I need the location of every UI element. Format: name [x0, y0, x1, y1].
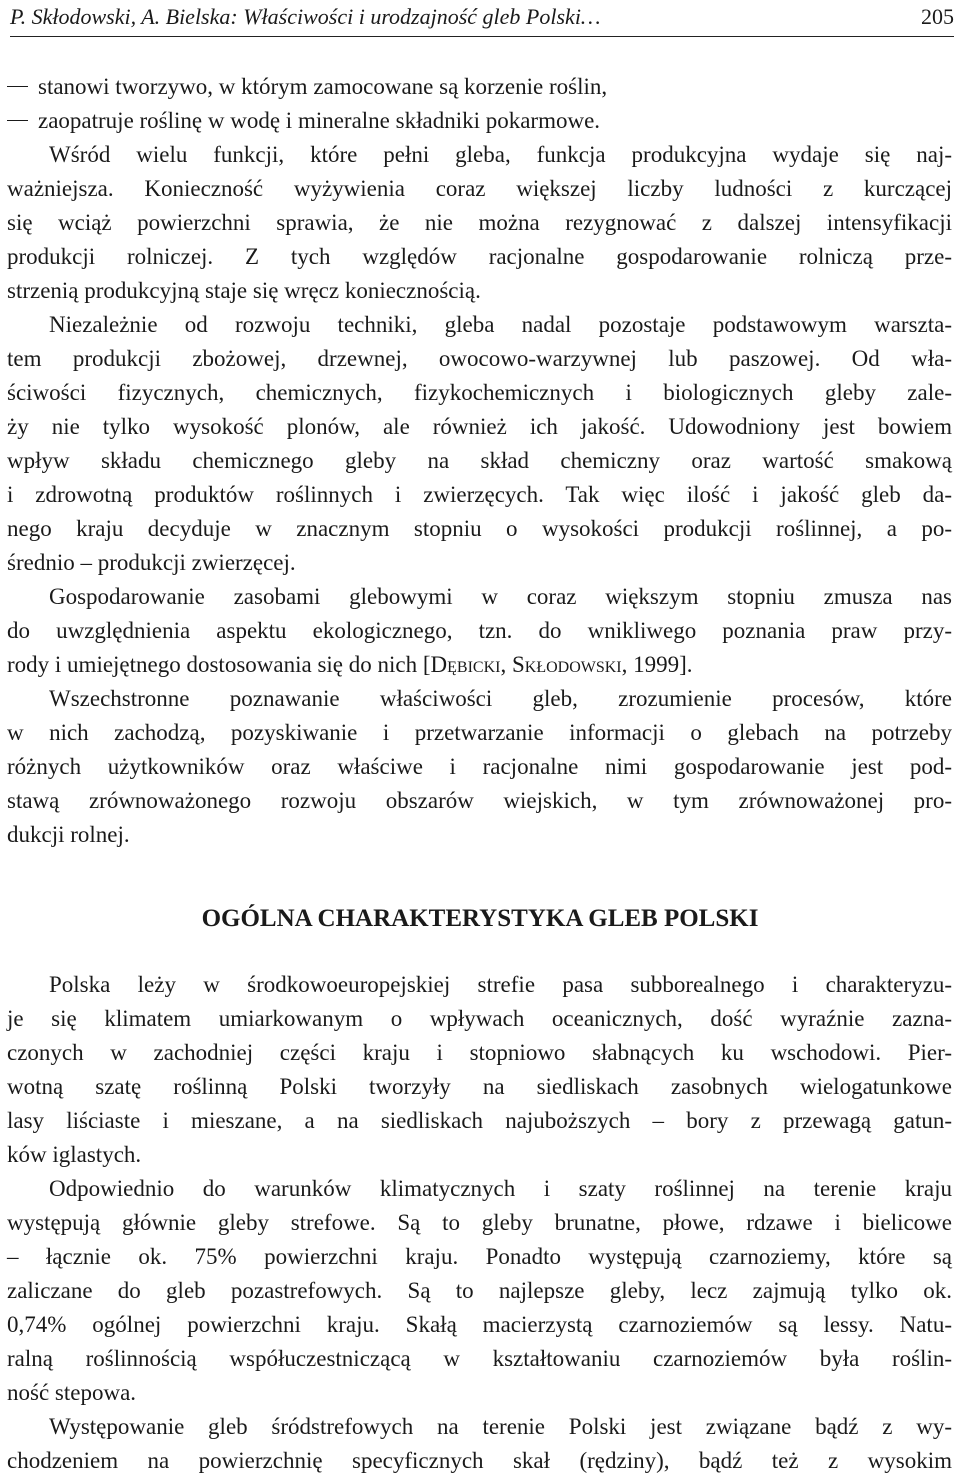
dash-icon [7, 86, 28, 88]
paragraph-line: zaliczane do gleb pozastrefowych. Są to najlepsze gleby, lecz zajmują tylko ok. [7, 1278, 952, 1303]
header-title: P. Skłodowski, A. Bielska: Właściwości i urodzajność gleb Polski… [10, 4, 601, 29]
body-text-section [7, 968, 952, 1478]
paragraph-line: i zdrowotną produktów roślinnych i zwierzęcych. Tak więc ilość i jakość gleb da- [7, 482, 952, 507]
paragraph-line: ży nie tylko wysokość plonów, ale również ich jakość. Udowodniony jest bowiem [7, 414, 952, 439]
paragraph-line: stawą zrównoważonego rozwoju obszarów wiejskich, w tym zrównoważonej pro- [7, 788, 952, 813]
bullet-item: zaopatruje roślinę w wodę i mineralne składniki pokarmowe. [7, 104, 952, 138]
citation-author: Skłodowski [511, 652, 622, 677]
page-number: 205 [921, 4, 954, 29]
paragraph-line: występują głównie gleby strefowe. Są to gleby brunatne, płowe, rdzawe i bielicowe [7, 1210, 952, 1235]
paragraph-line: chodzeniem na powierzchnię specyficznych skał (rędziny), bądź też z wysokim [7, 1448, 952, 1473]
paragraph-line: tem produkcji zbożowej, drzewnej, owocowo-warzywnej lub paszowej. Od wła- [7, 346, 952, 371]
paragraph-line: wpływ składu chemicznego gleby na skład chemiczny oraz wartość smakową [7, 448, 952, 473]
paragraph-line: średnio – produkcji zwierzęcej. [7, 550, 296, 575]
paragraph-line: ków iglastych. [7, 1142, 142, 1167]
paragraph-line: Gospodarowanie zasobami glebowymi w coraz większym stopniu zmusza nas [49, 584, 952, 609]
paragraph-line: ważniejsza. Konieczność wyżywienia coraz większej liczby ludności z kurczącej [7, 176, 952, 201]
paragraph-line: Odpowiednio do warunków klimatycznych i szaty roślinnej na terenie kraju [49, 1176, 952, 1201]
paragraph-line: – łącznie ok. 75% powierzchni kraju. Ponadto występują czarnoziemy, które są [7, 1244, 952, 1269]
body-text [7, 70, 952, 852]
paragraph-line: w nich zachodzą, pozyskiwanie i przetwarzanie informacji o glebach na potrzeby [7, 720, 952, 745]
paragraph-line: nego kraju decyduje w znacznym stopniu o wysokości produkcji roślinnej, a po- [7, 516, 952, 541]
paragraph-line: ność stepowa. [7, 1380, 137, 1405]
citation-author: Dębicki [430, 652, 501, 677]
paragraph-line: Wśród wielu funkcji, które pełni gleba, funkcja produkcyjna wydaje się naj- [49, 142, 952, 167]
paragraph-line: się wciąż powierzchni sprawia, że nie można rezygnować z dalszej intensyfikacji [7, 210, 952, 235]
paragraph-line: dukcji rolnej. [7, 822, 130, 847]
running-header [10, 2, 954, 37]
paragraph-line: strzenią produkcyjną staje się wręcz koniecznością. [7, 278, 481, 303]
paragraph-line: lasy liściaste i mieszane, a na siedliskach najuboższych – bory z przewagą gatun- [7, 1108, 952, 1133]
section-heading: OGÓLNA CHARAKTERYSTYKA GLEB POLSKI [201, 905, 759, 932]
paragraph-line: Polska leży w środkowoeuropejskiej strefie pasa subborealnego i charakteryzu- [49, 972, 952, 997]
paragraph-line: do uwzględnienia aspektu ekologicznego, tzn. do wnikliwego poznania praw przy- [7, 618, 952, 643]
paragraph-line: Wszechstronne poznawanie właściwości gleb, zrozumienie procesów, które [49, 686, 952, 711]
dash-icon [7, 120, 28, 122]
paragraph-line: je się klimatem umiarkowanym o wpływach oceanicznych, dość wyraźnie zazna- [7, 1006, 952, 1031]
paragraph-line: Niezależnie od rozwoju techniki, gleba nadal pozostaje podstawowym warszta- [49, 312, 952, 337]
paragraph-line: produkcji rolniczej. Z tych względów racjonalne gospodarowanie rolniczą prze- [7, 244, 952, 269]
paragraph-line: wotną szatę roślinną Polski tworzyły na siedliskach zasobnych wielogatunkowe [7, 1074, 952, 1099]
bullet-item: stanowi tworzywo, w którym zamocowane są korzenie roślin, [7, 70, 952, 104]
paragraph-line: różnych użytkowników oraz właściwe i racjonalne nimi gospodarowanie jest pod- [7, 754, 952, 779]
paragraph-line: rody i umiejętnego dostosowania się do nich [Dębicki, Skłodowski, 1999]. [7, 652, 693, 677]
paragraph-line: ralną roślinnością współuczestniczącą w kształtowaniu czarnoziemów była roślin- [7, 1346, 952, 1371]
paragraph-line: czonych w zachodniej części kraju i stopniowo słabnących ku wschodowi. Pier- [7, 1040, 952, 1065]
paragraph-line: ściwości fizycznych, chemicznych, fizykochemicznych i biologicznych gleby zale- [7, 380, 952, 405]
paragraph-line: 0,74% ogólnej powierzchni kraju. Skałą macierzystą czarnoziemów są lessy. Natu- [7, 1312, 952, 1337]
paragraph-line: Występowanie gleb śródstrefowych na terenie Polski jest związane bądź z wy- [49, 1414, 952, 1439]
